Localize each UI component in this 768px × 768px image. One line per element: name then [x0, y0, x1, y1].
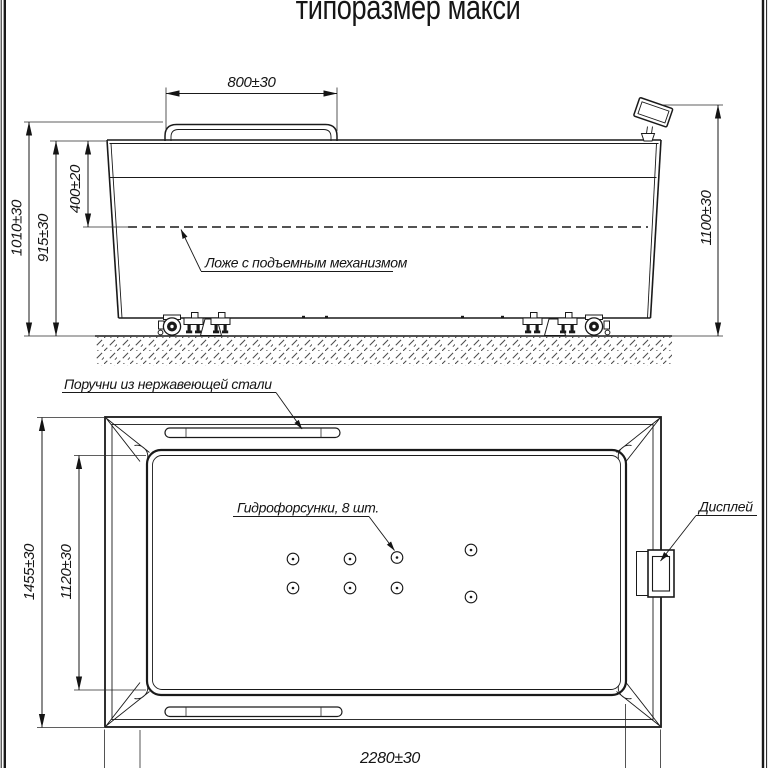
- leveling-foot: [184, 313, 203, 334]
- label-display: [661, 499, 758, 562]
- label-text: Дисплей: [699, 498, 753, 515]
- jet-nozzle: [344, 582, 356, 594]
- ground-hatch: [95, 337, 672, 366]
- grab-handle-side: [165, 125, 337, 142]
- leveling-foot: [523, 313, 542, 334]
- label-handrails: [62, 376, 302, 429]
- dimension-text: 400±20: [67, 164, 84, 214]
- corner-bevels: [106, 418, 660, 726]
- control-panel-head: [634, 97, 673, 127]
- hydro-jets: [287, 544, 477, 603]
- control-panel: [634, 97, 673, 141]
- label-text: Ложе с подъемным механизмом: [205, 254, 408, 271]
- handrail-bottom: [165, 707, 342, 717]
- dimension-text: 1100±30: [698, 190, 715, 246]
- jet-nozzle: [344, 553, 356, 565]
- label-bed: [181, 230, 408, 272]
- dimension-text: 800±30: [227, 74, 276, 91]
- dimension-text: 1010±30: [8, 199, 26, 257]
- tub-rim-inner-edge: [112, 425, 653, 720]
- label-text: Гидрофорсунки, 8 шт.: [237, 499, 379, 516]
- dimension-text: 2280±30: [359, 750, 421, 767]
- feet-group-right: [523, 313, 610, 336]
- display-bracket: [637, 552, 649, 596]
- dimension-text: 915±30: [35, 213, 52, 263]
- panel-post: [647, 127, 648, 134]
- drawing-title: типоразмер макси: [295, 0, 521, 27]
- jet-nozzle: [391, 552, 403, 564]
- leader-line: [181, 230, 201, 272]
- fastener-mark: [461, 316, 464, 319]
- dim-handle-width: [166, 74, 337, 131]
- dim-basin-width: [58, 456, 146, 691]
- tub-outer-edge: [105, 417, 661, 727]
- feet-group-left: [158, 313, 230, 336]
- leader-line: [276, 393, 302, 430]
- jet-nozzle: [287, 582, 299, 594]
- handrail-top: [165, 428, 340, 438]
- fastener-mark: [302, 316, 305, 319]
- tub-body-outline: [107, 140, 661, 318]
- fastener-mark: [501, 316, 504, 319]
- jet-nozzle: [287, 553, 299, 565]
- dimension-text: 1455±30: [21, 543, 38, 601]
- leader-line: [661, 516, 697, 562]
- dimension-text: 1120±30: [58, 544, 75, 600]
- fastener-mark: [325, 316, 328, 319]
- dim-bed-depth: [67, 141, 129, 227]
- dim-overall-height: [9, 122, 164, 336]
- basin-inner-edge: [153, 456, 621, 690]
- ground: [95, 336, 672, 366]
- display-unit: [637, 550, 675, 597]
- jet-nozzle: [465, 544, 477, 556]
- panel-post: [652, 127, 653, 134]
- leader-line: [369, 517, 395, 551]
- basin-edge: [147, 450, 626, 695]
- plan-view: [21, 376, 757, 768]
- jet-nozzle: [391, 582, 403, 594]
- display-screen: [653, 557, 670, 592]
- label-text: Поручни из нержавеющей стали: [64, 376, 272, 392]
- jet-nozzle: [465, 591, 477, 603]
- dim-panel-height: [662, 105, 723, 336]
- side-view: [9, 74, 724, 366]
- panel-post-base: [642, 134, 655, 142]
- handle-outer: [165, 125, 337, 142]
- label-jets: [233, 500, 395, 551]
